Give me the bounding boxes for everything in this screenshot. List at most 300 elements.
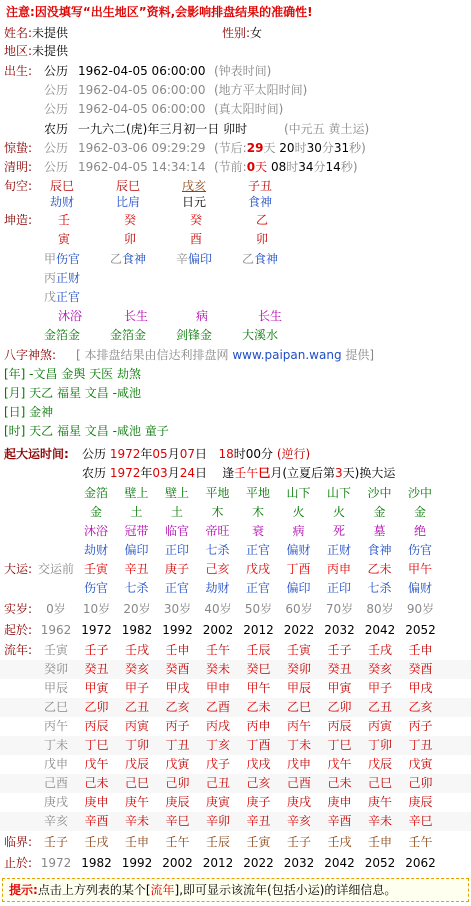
name-value: 未提供 [32, 26, 69, 40]
dayun-start-year: 2002 [202, 623, 234, 637]
liunian-cell[interactable]: 己未 [327, 776, 352, 790]
liunian-cell[interactable]: 癸巳 [246, 662, 271, 676]
linjie-cell: 壬子 [43, 835, 68, 849]
shishen-hour: 食神 [248, 195, 273, 209]
dayun-zhi-shishen: 偏印 [286, 581, 311, 595]
liunian-cell[interactable]: 庚午 [124, 795, 150, 809]
linjie-cell: 壬子 [286, 835, 311, 849]
lunar-text: 一九六二(虎)年三月初一日 卯时 [78, 122, 248, 136]
nayin-day: 剑锋金 [176, 328, 213, 342]
start-label: 起於: [4, 623, 33, 637]
liunian-cell[interactable]: 己酉 [43, 776, 69, 790]
nayin-year: 金箔金 [44, 328, 81, 342]
linjie-cell: 壬午 [408, 835, 433, 849]
liunian-row [0, 774, 471, 793]
dayun-changsheng: 沐浴 [83, 524, 108, 538]
dayun-ganzhi[interactable]: 戊戌 [245, 562, 270, 576]
liunian-cell[interactable]: 丙戌 [205, 719, 231, 733]
dayun-gan-shishen: 偏印 [124, 543, 149, 557]
dayun-age: 0岁 [46, 602, 66, 616]
liunian-cell[interactable]: 丙寅 [124, 719, 150, 733]
dayun-gan-shishen: 七杀 [205, 543, 230, 557]
liunian-cell[interactable]: 庚辰 [165, 795, 190, 809]
birth-row-1 [4, 62, 272, 81]
liunian-cell[interactable]: 壬子 [327, 643, 352, 657]
liunian-cell[interactable]: 辛卯 [205, 814, 231, 828]
dayun-start-year: 1982 [121, 623, 153, 637]
dayun-wuxing: 土 [130, 505, 143, 519]
dayun-changsheng: 临官 [164, 524, 189, 538]
liunian-cell[interactable]: 丙午 [286, 719, 312, 733]
dayun-nayin: 山下 [326, 486, 351, 500]
jingzhe-time: 1962-03-06 09:29:29 [78, 141, 206, 155]
liunian-cell[interactable]: 辛酉 [84, 814, 109, 828]
qingming-time: 1962-04-05 14:34:14 [78, 160, 206, 174]
stop-year: 1992 [121, 856, 153, 870]
zhi-year: 寅 [58, 232, 71, 246]
dayun-changsheng: 病 [292, 524, 305, 538]
liunian-cell[interactable]: 辛酉 [327, 814, 352, 828]
liunian-cell[interactable]: 甲寅 [84, 681, 109, 695]
liunian-cell[interactable]: 乙卯 [84, 700, 109, 714]
liunian-cell[interactable]: 壬戌 [124, 643, 150, 657]
zhi-month: 卯 [124, 232, 137, 246]
jingzhe-label: 惊蛰: [4, 141, 33, 155]
liunian-cell[interactable]: 庚戌 [43, 795, 69, 809]
liunian-cell[interactable]: 戊午 [84, 757, 109, 771]
name-label: 姓名: [4, 26, 33, 40]
dayun-start-year: 2032 [324, 623, 355, 637]
jingzhe-interval: (节后:29天 20时30分31秒) [214, 141, 366, 155]
tip-label: 提示: [9, 883, 38, 897]
dayun-nayin-row [0, 484, 471, 503]
gender-value: 女 [250, 26, 263, 40]
dayun-changsheng: 冠带 [124, 524, 149, 538]
liunian-cell[interactable]: 戊申 [43, 757, 69, 771]
liunian-cell[interactable]: 戊寅 [408, 757, 433, 771]
xunkong-month: 辰巳 [116, 179, 141, 193]
stop-year: 2012 [202, 856, 234, 870]
dayun-wuxing: 火 [292, 505, 305, 519]
dayun-changsheng: 帝旺 [205, 524, 230, 538]
age-label: 实岁: [4, 602, 33, 616]
liunian-cell[interactable]: 戊申 [286, 757, 312, 771]
linjie-row [0, 833, 471, 852]
changsheng-year: 沐浴 [58, 309, 83, 323]
region-label: 地区: [4, 44, 33, 58]
liunian-cell[interactable]: 庚辰 [408, 795, 433, 809]
liunian-link[interactable]: 流年 [150, 883, 175, 897]
stop-year: 2002 [162, 856, 193, 870]
lunar-cal: 农历 [44, 122, 69, 136]
dayun-zhi-shishen-row [0, 579, 471, 598]
shensha-note: [ 本排盘结果由信达利排盘网 www.paipan.wang 提供] [76, 348, 375, 362]
liunian-cell[interactable]: 丙辰 [84, 719, 109, 733]
liunian-cell[interactable]: 庚寅 [205, 795, 231, 809]
linjie-cell: 壬辰 [205, 835, 230, 849]
dayun-before: 交运前 [37, 562, 74, 576]
dayun-age: 10岁 [82, 602, 111, 616]
dayun-changsheng: 墓 [373, 524, 386, 538]
liunian-cell[interactable]: 戊子 [205, 757, 231, 771]
gan-row [4, 211, 269, 230]
liunian-cell[interactable]: 戊戌 [246, 757, 271, 771]
liunian-cell[interactable]: 己巳 [367, 776, 393, 790]
liunian-cell[interactable]: 戊辰 [367, 757, 393, 771]
liunian-row [0, 755, 471, 774]
dayun-age: 50岁 [244, 602, 273, 616]
liunian-cell[interactable]: 丙子 [408, 719, 433, 733]
stop-year: 1972 [40, 856, 72, 870]
shensha-month: [月] 天乙 福星 文昌 -咸池 [4, 386, 141, 400]
dayun-nayin: 壁上 [124, 486, 149, 500]
linjie-cell: 壬申 [367, 835, 392, 849]
dayun-wuxing: 金 [89, 505, 102, 519]
gender-label: 性别: [222, 26, 251, 40]
stop-label: 止於: [4, 856, 33, 870]
liunian-cell[interactable]: 辛未 [124, 814, 150, 828]
liunian-cell[interactable]: 丁丑 [165, 738, 190, 752]
dayun-start-year: 1992 [162, 623, 193, 637]
liunian-cell[interactable]: 癸未 [205, 662, 231, 676]
changsheng-month: 长生 [124, 309, 149, 323]
liunian-cell[interactable]: 壬寅 [286, 643, 312, 657]
liunian-cell[interactable]: 丁亥 [205, 738, 231, 752]
liunian-cell[interactable]: 丙辰 [327, 719, 352, 733]
shensha-label: 八字神煞: [4, 348, 57, 362]
liunian-cell[interactable]: 乙丑 [367, 700, 393, 714]
zhi-hour: 卯 [256, 232, 269, 246]
tip-bar [2, 878, 469, 902]
liunian-cell[interactable]: 乙丑 [124, 700, 150, 714]
liunian-row [0, 660, 471, 679]
dayun-gan-shishen: 正财 [326, 543, 351, 557]
dayun-age: 30岁 [163, 602, 192, 616]
liunian-cell[interactable]: 癸丑 [84, 662, 109, 676]
liunian-cell[interactable]: 戊午 [327, 757, 352, 771]
gan-label: 坤造: [4, 213, 33, 227]
liunian-label: 流年: [4, 643, 33, 657]
liunian-cell[interactable]: 辛巳 [408, 814, 433, 828]
region-row [4, 42, 68, 61]
dayun-zhi-shishen: 正官 [245, 581, 270, 595]
dayun-gan-shishen: 偏财 [286, 543, 311, 557]
liunian-cell[interactable]: 癸亥 [367, 662, 393, 676]
liunian-cell[interactable]: 丙寅 [367, 719, 393, 733]
dayun-ganzhi[interactable]: 乙未 [367, 562, 392, 576]
liunian-cell[interactable]: 辛巳 [165, 814, 190, 828]
liunian-cell[interactable]: 辛丑 [246, 814, 271, 828]
xunkong-day: 戌亥 [182, 179, 207, 193]
gan-month: 癸 [124, 213, 137, 227]
linjie-cell: 壬午 [165, 835, 190, 849]
birth-time: 1962-04-05 06:00:00 [78, 102, 206, 116]
liunian-cell[interactable]: 乙亥 [165, 700, 190, 714]
dayun-gan-shishen: 伤官 [407, 543, 432, 557]
dayun-wuxing: 木 [211, 505, 224, 519]
liunian-cell[interactable]: 甲戌 [165, 681, 190, 695]
hidden-year-3: 戊正官 [44, 290, 81, 304]
dayun-wuxing: 金 [373, 505, 386, 519]
shensha-year: [年] -文昌 金舆 天医 劫煞 [4, 367, 141, 381]
liunian-row [0, 736, 471, 755]
liunian-cell[interactable]: 乙卯 [327, 700, 352, 714]
xunkong-year: 辰巳 [50, 179, 75, 193]
nayin-month: 金箔金 [110, 328, 147, 342]
liunian-cell[interactable]: 己卯 [165, 776, 190, 790]
notice-bar [2, 2, 469, 24]
dayun-ganzhi-row [0, 560, 471, 579]
dayun-nayin: 平地 [205, 486, 230, 500]
liunian-cell[interactable]: 辛未 [367, 814, 393, 828]
shensha-header [4, 346, 375, 365]
birth-time: 1962-04-05 06:00:00 [78, 83, 206, 97]
dayun-ganzhi[interactable]: 丙申 [326, 562, 351, 576]
liunian-cell[interactable]: 丙午 [43, 719, 69, 733]
stop-year: 2052 [364, 856, 396, 870]
liunian-cell[interactable]: 癸卯 [286, 662, 312, 676]
zhi-day: 酉 [190, 232, 203, 246]
liunian-cell[interactable]: 庚申 [84, 795, 109, 809]
liunian-row [0, 698, 471, 717]
liunian-cell[interactable]: 乙巳 [286, 700, 312, 714]
tip-text: 点击上方列表的某个[流年],即可显示该流年(包括小运)的详细信息。 [37, 883, 397, 897]
dayun-age: 40岁 [204, 602, 232, 616]
liunian-cell[interactable]: 乙酉 [205, 700, 231, 714]
dayun-start-solar: 公历 1972年05月07日 18时00分 (逆行) [82, 447, 311, 461]
dayun-ganzhi[interactable]: 庚子 [164, 562, 189, 576]
dayun-start-row [4, 445, 311, 464]
liunian-cell[interactable]: 甲辰 [286, 681, 312, 695]
linjie-cell: 壬寅 [246, 835, 271, 849]
dayun-start-year: 2042 [364, 623, 396, 637]
dayun-age: 60岁 [285, 602, 313, 616]
liunian-cell[interactable]: 戊寅 [165, 757, 190, 771]
liunian-row [0, 679, 471, 698]
dayun-zhi-shishen: 偏财 [407, 581, 432, 595]
jingzhe-row [4, 139, 366, 158]
liunian-cell[interactable]: 甲寅 [327, 681, 352, 695]
hidden-year-2: 丙正财 [44, 271, 81, 285]
dayun-wuxing: 木 [251, 505, 264, 519]
hidden-hour-1: 乙食神 [242, 252, 279, 266]
birth-cal: 公历 [44, 64, 69, 78]
liunian-cell[interactable]: 壬寅 [43, 643, 69, 657]
lunar-note: (中元五 黄土运) [284, 122, 370, 136]
liunian-cell[interactable]: 乙未 [246, 700, 271, 714]
dayun-changsheng: 绝 [413, 524, 426, 538]
linjie-cell: 壬戌 [84, 835, 109, 849]
stop-year: 1982 [81, 856, 112, 870]
liunian-cell[interactable]: 壬申 [408, 643, 433, 657]
dayun-gan-shishen: 食神 [367, 543, 392, 557]
liunian-cell[interactable]: 甲辰 [43, 681, 69, 695]
liunian-cell[interactable]: 庚申 [327, 795, 352, 809]
liunian-cell[interactable]: 壬申 [165, 643, 190, 657]
dayun-wuxing: 金 [413, 505, 426, 519]
dayun-age-row [0, 600, 471, 619]
dayun-zhi-shishen: 劫财 [205, 581, 230, 595]
birth-note: (真太阳时间) [214, 102, 284, 116]
liunian-cell[interactable]: 癸丑 [327, 662, 352, 676]
dayun-nayin: 金箔 [83, 486, 108, 500]
liunian-cell[interactable]: 甲子 [124, 681, 150, 695]
dayun-age: 80岁 [366, 602, 394, 616]
dayun-nayin: 山下 [286, 486, 311, 500]
dayun-label: 大运: [4, 562, 33, 576]
birth-note: (地方平太阳时间) [214, 83, 308, 97]
liunian-cell[interactable]: 壬午 [205, 643, 231, 657]
dayun-nayin: 沙中 [367, 486, 392, 500]
liunian-cell[interactable]: 己丑 [205, 776, 231, 790]
qingming-cal: 公历 [44, 160, 69, 174]
liunian-cell[interactable]: 丁巳 [327, 738, 352, 752]
changsheng-day: 病 [196, 309, 209, 323]
liunian-cell[interactable]: 癸酉 [165, 662, 190, 676]
dayun-grid [0, 484, 471, 874]
dayun-nayin: 壁上 [164, 486, 189, 500]
liunian-cell[interactable]: 己未 [84, 776, 109, 790]
qingming-label: 清明: [4, 160, 33, 174]
dayun-start-label: 起大运时间: [4, 447, 69, 461]
dayun-changsheng-row [0, 522, 471, 541]
liunian-cell[interactable]: 甲申 [205, 681, 231, 695]
liunian-cell[interactable]: 庚午 [367, 795, 393, 809]
liunian-cell[interactable]: 甲戌 [408, 681, 433, 695]
liunian-cell[interactable]: 甲午 [246, 681, 271, 695]
notice-text: 因没填写“出生地区”资料,会影响排盘结果的准确性! [34, 5, 313, 19]
liunian-cell[interactable]: 己亥 [246, 776, 271, 790]
dayun-changsheng: 死 [332, 524, 345, 538]
dayun-ganzhi[interactable]: 甲午 [407, 562, 432, 576]
liunian-cell[interactable]: 辛亥 [286, 814, 312, 828]
liunian-cell[interactable]: 丁卯 [367, 738, 393, 752]
dayun-start-years-row [0, 621, 471, 640]
dayun-zhi-shishen: 七杀 [124, 581, 149, 595]
stop-year: 2032 [283, 856, 315, 870]
xunkong-row [4, 177, 471, 196]
dayun-wuxing-row [0, 503, 471, 522]
birth-cal: 公历 [44, 102, 69, 116]
hidden-day-1: 辛偏印 [176, 252, 213, 266]
gan-hour: 乙 [256, 213, 269, 227]
liunian-cell[interactable]: 丁酉 [246, 738, 271, 752]
dayun-start-year: 2022 [283, 623, 315, 637]
linjie-cell: 壬戌 [327, 835, 352, 849]
liunian-cell[interactable]: 壬子 [84, 643, 109, 657]
liunian-cell[interactable]: 丁未 [43, 738, 69, 752]
liunian-cell[interactable]: 癸卯 [43, 662, 69, 676]
dayun-ganzhi[interactable]: 辛丑 [124, 562, 149, 576]
liunian-cell[interactable]: 丙子 [165, 719, 190, 733]
region-value: 未提供 [32, 44, 69, 58]
xunkong-hour: 子丑 [248, 179, 273, 193]
liunian-cell[interactable]: 壬辰 [246, 643, 271, 657]
liunian-cell[interactable]: 丁卯 [124, 738, 150, 752]
gan-day: 癸 [190, 213, 203, 227]
liunian-cell[interactable]: 壬戌 [367, 643, 393, 657]
dayun-start-year: 2012 [243, 623, 274, 637]
dayun-changsheng: 衰 [251, 524, 264, 538]
jingzhe-cal: 公历 [44, 141, 69, 155]
shishen-year: 劫财 [50, 195, 75, 209]
hidden-year-1: 甲伤官 [44, 252, 81, 266]
liunian-cell[interactable]: 丁未 [286, 738, 312, 752]
liunian-cell[interactable]: 丁丑 [408, 738, 433, 752]
shensha-hour: [时] 天乙 福星 文昌 -咸池 童子 [4, 424, 169, 438]
stop-row [0, 854, 471, 873]
birth-cal: 公历 [44, 83, 69, 97]
dayun-wuxing: 土 [170, 505, 183, 519]
stop-year: 2062 [405, 856, 436, 870]
hidden-month-1: 乙食神 [110, 252, 147, 266]
linjie-label: 临界: [4, 835, 33, 849]
birth-label: 出生: [4, 64, 33, 78]
liunian-cell[interactable]: 己酉 [286, 776, 312, 790]
liunian-cell[interactable]: 己巳 [124, 776, 150, 790]
dayun-wuxing: 火 [332, 505, 345, 519]
liunian-row [0, 812, 471, 831]
liunian-cell[interactable]: 丙申 [246, 719, 271, 733]
dayun-age: 70岁 [325, 602, 354, 616]
dayun-start-year: 2052 [405, 623, 436, 637]
dayun-ganzhi[interactable]: 壬寅 [83, 562, 108, 576]
birth-note: (钟表时间) [214, 64, 272, 78]
liunian-cell[interactable]: 癸酉 [408, 662, 433, 676]
liunian-cell[interactable]: 庚戌 [286, 795, 312, 809]
liunian-cell[interactable]: 己卯 [408, 776, 433, 790]
dayun-zhi-shishen: 七杀 [367, 581, 392, 595]
liunian-cell[interactable]: 庚子 [246, 795, 271, 809]
liunian-cell[interactable]: 乙亥 [408, 700, 433, 714]
name-row [4, 24, 263, 43]
dayun-nayin: 平地 [245, 486, 270, 500]
stop-year: 2042 [324, 856, 355, 870]
birth-time: 1962-04-05 06:00:00 [78, 64, 206, 78]
liunian-cell[interactable]: 癸亥 [124, 662, 150, 676]
site-link[interactable]: www.paipan.wang [232, 348, 342, 362]
dayun-gan-shishen-row [0, 541, 471, 560]
liunian-cell[interactable]: 乙巳 [43, 700, 69, 714]
liunian-row [0, 641, 471, 660]
dayun-age: 90岁 [406, 602, 435, 616]
dayun-ganzhi[interactable]: 丁酉 [286, 562, 311, 576]
dayun-gan-shishen: 正官 [245, 543, 270, 557]
notice-label: 注意: [6, 5, 35, 19]
liunian-row [0, 793, 471, 812]
stop-year: 2022 [243, 856, 274, 870]
dayun-zhi-shishen: 伤官 [83, 581, 108, 595]
shensha-day: [日] 金神 [4, 405, 54, 419]
gan-year: 壬 [58, 213, 71, 227]
dayun-start-year: 1972 [81, 623, 112, 637]
changsheng-hour: 长生 [258, 309, 283, 323]
linjie-cell: 壬申 [124, 835, 149, 849]
dayun-ganzhi[interactable]: 己亥 [205, 562, 230, 576]
dayun-zhi-shishen: 正印 [326, 581, 351, 595]
dayun-age: 20岁 [123, 602, 151, 616]
liunian-cell[interactable]: 辛亥 [43, 814, 69, 828]
shishen-month: 比肩 [116, 195, 141, 209]
nayin-hour: 大溪水 [242, 328, 279, 342]
liunian-cell[interactable]: 戊辰 [124, 757, 150, 771]
liunian-cell[interactable]: 甲子 [367, 681, 393, 695]
dayun-start-year: 1962 [40, 623, 72, 637]
liunian-row [0, 717, 471, 736]
qingming-row [4, 158, 358, 177]
dayun-gan-shishen: 劫财 [83, 543, 108, 557]
liunian-cell[interactable]: 丁巳 [84, 738, 109, 752]
